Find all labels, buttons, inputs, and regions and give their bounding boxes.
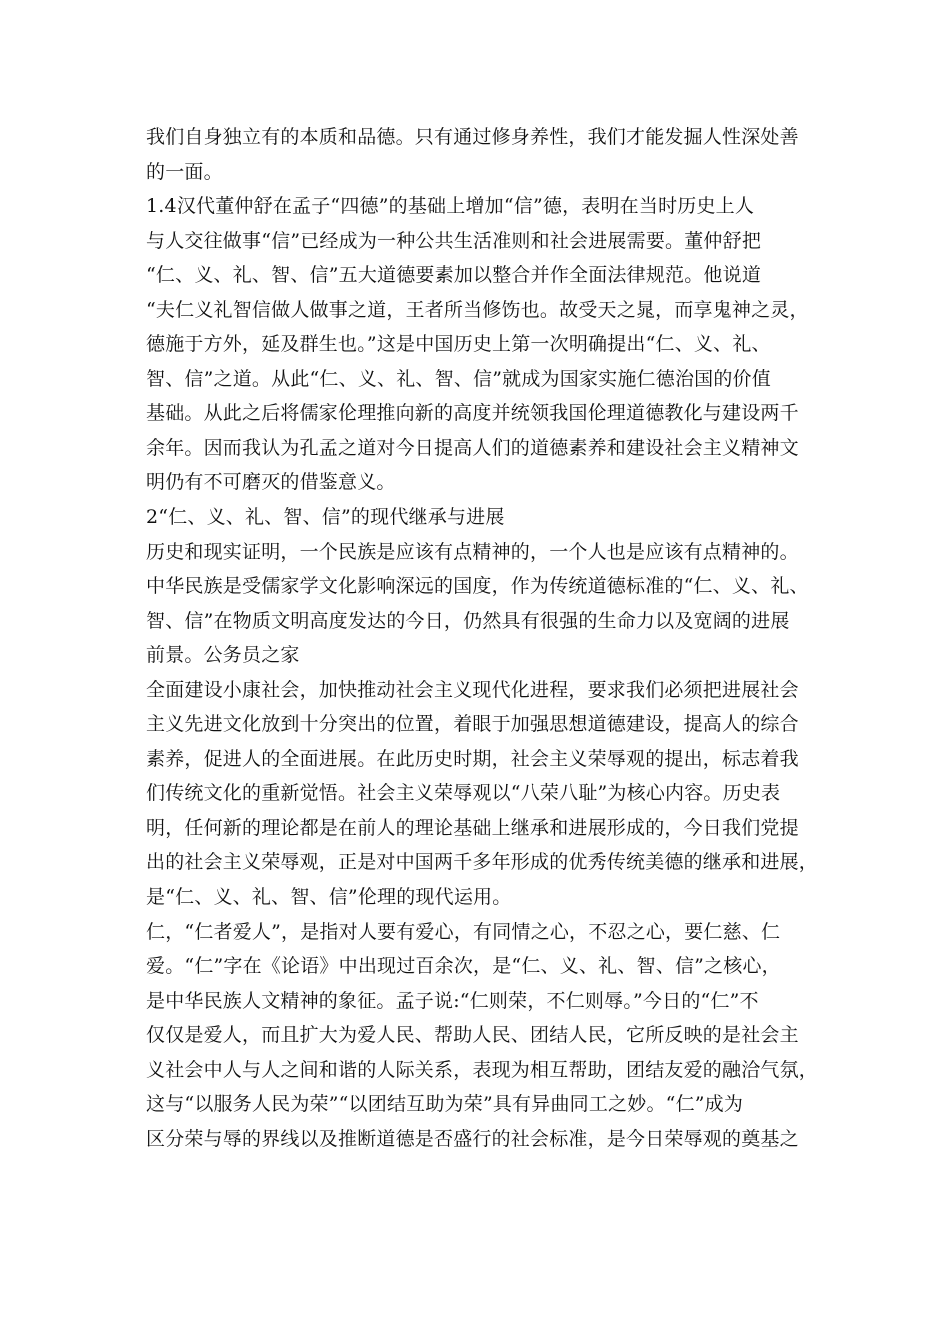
text-line: 基础。从此之后将儒家伦理推向新的高度并统领我国伦理道德教化与建设两千 — [146, 402, 799, 425]
text-line: 区分荣与辱的界线以及推断道德是否盛行的社会标准，是今日荣辱观的奠基之 — [146, 1127, 799, 1150]
text-line: 的一面。 — [146, 160, 223, 183]
document-body — [146, 120, 826, 1156]
section-heading-1-4: 1.4汉代董仲舒在孟子“四德”的基础上增加“信”德，表明在当时历史上人 — [146, 195, 755, 218]
text-line: 爱。“仁”字在《论语》中出现过百余次，是“仁、义、礼、智、信”之核心， — [146, 955, 781, 978]
text-line: 中华民族是受儒家学文化影响深远的国度，作为传统道德标准的“仁、义、礼、 — [146, 575, 809, 598]
text-line: 历史和现实证明，一个民族是应该有点精神的，一个人也是应该有点精神的。 — [146, 540, 799, 563]
text-line: 是“仁、义、礼、智、信”伦理的现代运用。 — [146, 886, 512, 909]
text-line: 素养，促进人的全面进展。在此历史时期，社会主义荣辱观的提出，标志着我 — [146, 747, 799, 770]
text-line: 德施于方外，延及群生也。”这是中国历史上第一次明确提出“仁、义、礼、 — [146, 333, 771, 356]
text-line: 我们自身独立有的本质和品德。只有通过修身养性，我们才能发掘人性深处善 — [146, 126, 799, 148]
text-line: 全面建设小康社会，加快推动社会主义现代化进程，要求我们必须把进展社会 — [146, 678, 799, 701]
text-line: 与人交往做事“信”已经成为一种公共生活准则和社会进展需要。董仲舒把 — [146, 229, 762, 252]
section-heading-2: 2“仁、义、礼、智、信”的现代继承与进展 — [146, 506, 505, 529]
text-line: 们传统文化的重新觉悟。社会主义荣辱观以“八荣八耻”为核心内容。历史表 — [146, 782, 781, 805]
text-line: 是中华民族人文精神的象征。孟子说:“仁则荣，不仁则辱。”今日的“仁”不 — [146, 989, 759, 1012]
text-line: 仅仅是爱人，而且扩大为爱人民、帮助人民、团结人民，它所反映的是社会主 — [146, 1024, 799, 1047]
text-line: 余年。因而我认为孔孟之道对今日提高人们的道德素养和建设社会主义精神文 — [146, 436, 799, 459]
text-line: “夫仁义礼智信做人做事之道，王者所当修饬也。故受天之晁，而享鬼神之灵， — [146, 298, 809, 321]
text-line: “仁、义、礼、智、信”五大道德要素加以整合并作全面法律规范。他说道 — [146, 264, 762, 287]
text-line: 仁，“仁者爱人”，是指对人要有爱心，有同情之心，不忍之心，要仁慈、仁 — [146, 920, 781, 943]
text-line: 义社会中人与人之间和谐的人际关系，表现为相互帮助，团结友爱的融洽气氛， — [146, 1058, 819, 1081]
text-line: 明仍有不可磨灭的借鉴意义。 — [146, 471, 396, 494]
text-line: 主义先进文化放到十分突出的位置，着眼于加强思想道德建设，提高人的综合 — [146, 713, 799, 736]
text-line: 智、信”之道。从此“仁、义、礼、智、信”就成为国家实施仁德治国的价值 — [146, 367, 771, 390]
text-line: 前景。公务员之家 — [146, 644, 300, 667]
text-line: 这与“以服务人民为荣”“以团结互助为荣”具有异曲同工之妙。“仁”成为 — [146, 1093, 744, 1116]
text-line: 出的社会主义荣辱观，正是对中国两千多年形成的优秀传统美德的继承和进展， — [146, 851, 819, 874]
text-line: 明，任何新的理论都是在前人的理论基础上继承和进展形成的，今日我们党提 — [146, 816, 799, 839]
text-line: 智、信”在物质文明高度发达的今日，仍然具有很强的生命力以及宽阔的进展 — [146, 609, 790, 632]
